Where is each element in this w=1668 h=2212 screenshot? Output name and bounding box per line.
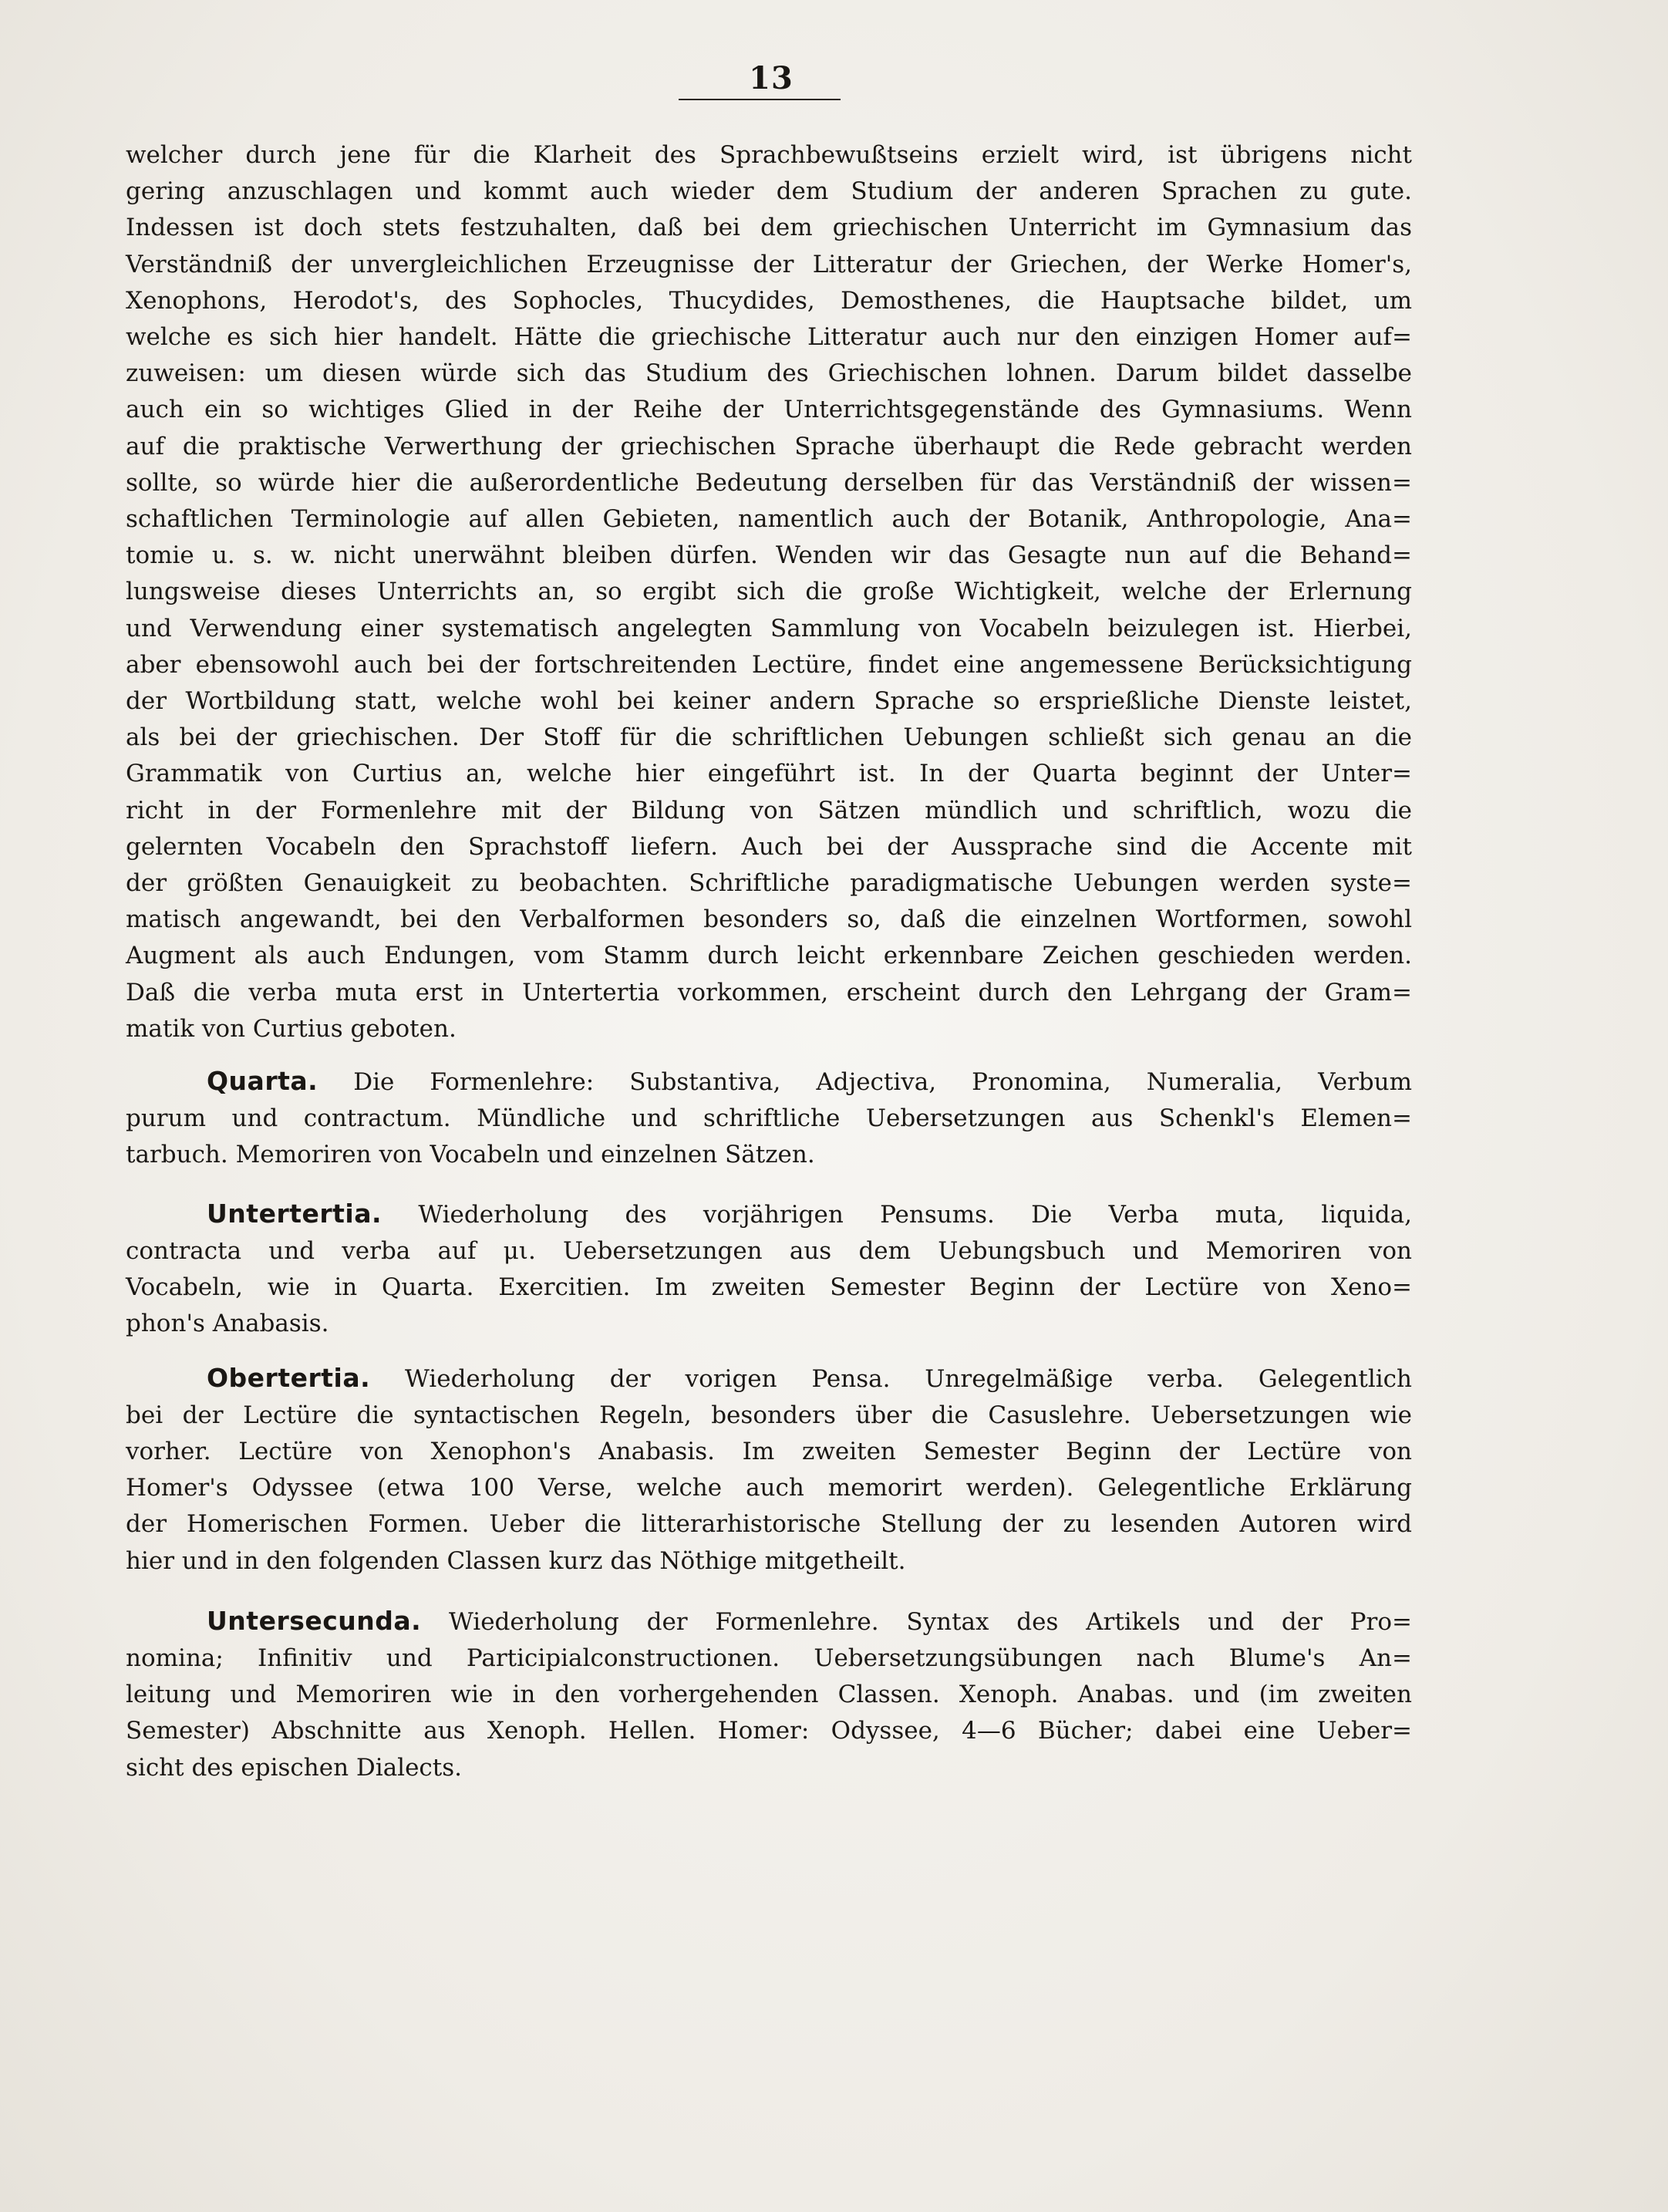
- text-line: Vocabeln, wie in Quarta. Exercitien. Im zweiten Semester Beginn der Lectüre von Xeno=: [126, 1273, 1412, 1302]
- text-line: welche es sich hier handelt. Hätte die griechische Litteratur auch nur den einzigen Homer auf=: [126, 323, 1412, 352]
- text-line: Wiederholung der Formenlehre. Syntax des Artikels und der Pro=: [448, 1607, 1412, 1636]
- text-line: Xenophons, Herodot's, des Sophocles, Thucydides, Demosthenes, die Hauptsache bildet, um: [126, 286, 1412, 315]
- text-line: sollte, so würde hier die außerordentliche Bedeutung derselben für das Verständniß der wissen=: [126, 468, 1412, 497]
- section-heading: Quarta.: [207, 1066, 318, 1097]
- text-line: auch ein so wichtiges Glied in der Reihe der Unterrichtsgegenstände des Gymnasiums. Wenn: [126, 396, 1412, 424]
- text-line: lungsweise dieses Unterrichts an, so ergibt sich die große Wichtigkeit, welche der Erlernung: [126, 578, 1412, 606]
- text-line: Wiederholung der vorigen Pensa. Unregelmäßige verba. Gelegentlich: [404, 1364, 1412, 1393]
- text-line: richt in der Formenlehre mit der Bildung von Sätzen mündlich und schriftlich, wozu die: [126, 796, 1412, 824]
- text-line: nomina; Infinitiv und Participialconstructionen. Uebersetzungsübungen nach Blume's An=: [126, 1644, 1412, 1672]
- text-line: tarbuch. Memoriren von Vocabeln und einzelnen Sätzen.: [126, 1141, 815, 1169]
- section-untersecunda: [126, 1603, 1412, 1786]
- section-untertertia: [126, 1195, 1412, 1343]
- text-line: vorher. Lectüre von Xenophon's Anabasis. Im zweiten Semester Beginn der Lectüre von: [126, 1437, 1412, 1465]
- text-line: gelernten Vocabeln den Sprachstoff liefern. Auch bei der Aussprache sind die Accente mit: [126, 832, 1412, 861]
- intro-paragraph: [126, 137, 1412, 1047]
- text-line: matik von Curtius geboten.: [126, 1014, 457, 1043]
- section-heading: Untertertia.: [207, 1198, 382, 1229]
- text-line: leitung und Memoriren wie in den vorhergehenden Classen. Xenoph. Anabas. und (im zweiten: [126, 1681, 1412, 1709]
- text-line: Homer's Odyssee (etwa 100 Verse, welche auch memorirt werden). Gelegentliche Erklärung: [126, 1474, 1412, 1502]
- text-line: Semester) Abschnitte aus Xenoph. Hellen. Homer: Odyssee, 4—6 Bücher; dabei eine Ueber=: [126, 1717, 1412, 1745]
- text-line: zuweisen: um diesen würde sich das Studium des Griechischen lohnen. Darum bildet dasselbe: [126, 359, 1412, 388]
- text-line: schaftlichen Terminologie auf allen Gebieten, namentlich auch der Botanik, Anthropologie, Ana=: [126, 505, 1412, 534]
- text-line: Verständniß der unvergleichlichen Erzeugnisse der Litteratur der Griechen, der Werke Homer's,: [126, 250, 1412, 278]
- text-line: auf die praktische Verwerthung der griechischen Sprache überhaupt die Rede gebracht werden: [126, 432, 1412, 460]
- text-line: Augment als auch Endungen, vom Stamm durch leicht erkennbare Zeichen geschieden werden.: [126, 942, 1412, 970]
- section-obertertia: [126, 1360, 1412, 1580]
- text-line: und Verwendung einer systematisch angelegten Sammlung von Vocabeln beizulegen ist. Hierbei,: [126, 614, 1412, 642]
- text-line: tomie u. s. w. nicht unerwähnt bleiben dürfen. Wenden wir das Gesagte nun auf die Behand=: [126, 541, 1412, 570]
- text-line: bei der Lectüre die syntactischen Regeln, besonders über die Casuslehre. Uebersetzungen wie: [126, 1401, 1412, 1429]
- text-line: Daß die verba muta erst in Untertertia vorkommen, erscheint durch den Lehrgang der Gram=: [126, 978, 1412, 1007]
- text-line: als bei der griechischen. Der Stoff für die schriftlichen Uebungen schließt sich genau an die: [126, 723, 1412, 752]
- text-line: Grammatik von Curtius an, welche hier eingeführt ist. In der Quarta beginnt der Unter=: [126, 760, 1412, 788]
- body-text: [126, 137, 1412, 1786]
- text-line: der größten Genauigkeit zu beobachten. Schriftliche paradigmatische Uebungen werden syste=: [126, 869, 1412, 898]
- text-line: der Wortbildung statt, welche wohl bei keiner andern Sprache so ersprießliche Dienste leistet,: [126, 687, 1412, 716]
- section-quarta: [126, 1063, 1412, 1174]
- text-line: purum und contractum. Mündliche und schriftliche Uebersetzungen aus Schenkl's Elemen=: [126, 1104, 1412, 1133]
- text-line: Indessen ist doch stets festzuhalten, daß bei dem griechischen Unterricht im Gymnasium das: [126, 214, 1412, 242]
- text-line: hier und in den folgenden Classen kurz das Nöthige mitgetheilt.: [126, 1546, 906, 1575]
- text-line: matisch angewandt, bei den Verbalformen besonders so, daß die einzelnen Wortformen, sowohl: [126, 905, 1412, 934]
- text-line: gering anzuschlagen und kommt auch wieder dem Studium der anderen Sprachen zu gute.: [126, 177, 1412, 206]
- text-line: Wiederholung des vorjährigen Pensums. Die Verba muta, liquida,: [418, 1200, 1412, 1229]
- page-number-rule: [679, 99, 841, 100]
- text-line: sicht des epischen Dialects.: [126, 1753, 463, 1782]
- text-line: aber ebensowohl auch bei der fortschreitenden Lectüre, findet eine angemessene Berücksichtigung: [126, 650, 1412, 679]
- text-line: contracta und verba auf μι. Uebersetzungen aus dem Uebungsbuch und Memoriren von: [126, 1236, 1412, 1265]
- text-line: Die Formenlehre: Substantiva, Adjectiva, Pronomina, Numeralia, Verbum: [353, 1068, 1413, 1097]
- section-heading: Obertertia.: [207, 1362, 371, 1393]
- section-heading: Untersecunda.: [207, 1605, 422, 1636]
- page-number: 13: [749, 60, 794, 96]
- text-line: welcher durch jene für die Klarheit des Sprachbewußtseins erzielt wird, ist übrigens nicht: [126, 141, 1412, 169]
- text-line: der Homerischen Formen. Ueber die litterarhistorische Stellung der zu lesenden Autoren wird: [126, 1510, 1412, 1539]
- text-line: phon's Anabasis.: [126, 1310, 329, 1338]
